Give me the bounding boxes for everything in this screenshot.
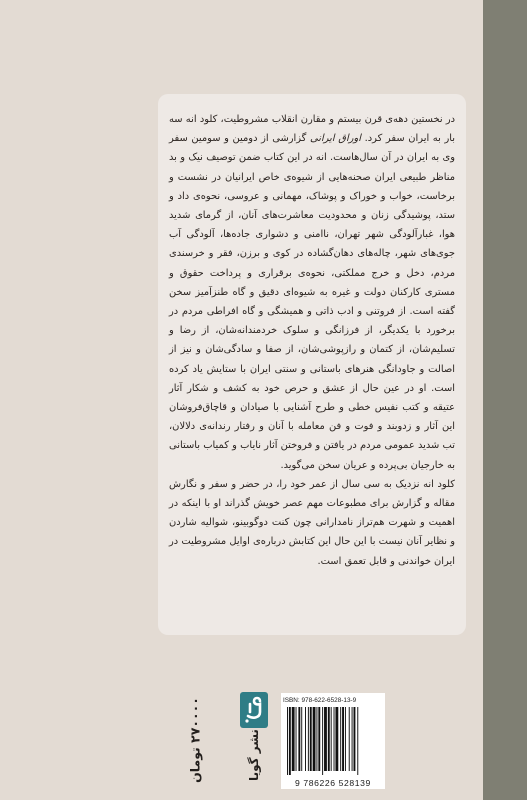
isbn-label: ISBN: 978-622-6528-13-9 <box>283 697 357 704</box>
blurb-text: گزارشی از دومین و سومین سفر وی به ایران در آن سال‌هاست. انه در این کتاب ضمن توصیف نیک و بد مناظر طبیعی ایران صحنه‌هایی از شیوه‌ی خاص ایرانیان در نشست و برخاست، خواب و خوراک و پوشاک، مهمانی و عروسی، نحوه‌ی داد و ستد، پوشیدگی زنان و محدودیت معاشرت‌های آنان، از گرمای شدید هوا، غبارآلودگی شهر تهران، ناامنی و دشواری جاده‌ها، آلودگی آب جوی‌های شهر، چاله‌های دهان‌گشاده در کوی و برزن، فقر و خرسندی مردم، دخل و خرج مملکتی، نحوه‌ی برقراری و پرداخت حقوق و مستری کارکنان دولت و غیره به شیوه‌ای دقیق و گاه طنزآمیز سخن گفته است. از فروتنی و ادب ذاتی و همیشگی و گاه افراطی مردم در برخورد با یکدیگر، از فرزانگی و سلوک خردمندانه‌شان، از رضا و تسلیم‌شان، از کتمان و رازپوشی‌شان، از صفا و سادگی‌شان و نیز از اصالت و جاودانگی هنرهای باستانی و سنتی ایران با ستایش یاد کرده است. او در عین حال از عشق و حرص خود به کشف و شکار آثار عتیقه و کتب نفیس خطی و طرح آشنایی با صیادان و قاچاق‌فروشان این آثار و زدوبند و فوت و فن معامله با آنان و رفتار رندانه‌ی دلالان، تب شدید عمومی مردم در یافتن و فروختن آثار نایاب و کمیاب باستانی به خارجیان بی‌پرده و عریان سخن می‌گوید. <box>169 133 455 471</box>
barcode-icon <box>287 707 379 775</box>
price-text: ۲۷۰۰۰۰ تومان <box>187 697 203 783</box>
blurb-paragraph-1 <box>169 110 455 475</box>
publisher-logo-icon <box>240 692 268 728</box>
blurb-panel <box>158 94 466 635</box>
blurb-paragraph-2: کلود انه نزدیک به سی سال از عمر خود را، در حضر و سفر و نگارش مقاله و گزارش برای مطبوعات مهم عصر خویش گذراند او با اینکه در اهمیت و شهرت هم‌تراز نامدارانی چون کنت دوگوبینو، شوالیه شاردن و نظایر آنان نیست با این حال این کتابش درباره‌ی اوایل مشروطیت در ایران خواندنی و قابل تعمق است. <box>169 478 455 567</box>
publisher-name: نشر گویا <box>247 729 261 781</box>
book-title: اوراق ایرانی <box>310 133 361 145</box>
publisher-block <box>212 690 270 788</box>
price-label <box>180 690 210 790</box>
barcode-number: 9 786226 528139 <box>295 778 371 788</box>
book-spine <box>483 0 527 800</box>
blurb-text: در نخستین دهه‌ی قرن بیستم و مقارن انقلاب مشروطیت، کلود انه سه بار به ایران سفر کرد. <box>169 114 455 145</box>
